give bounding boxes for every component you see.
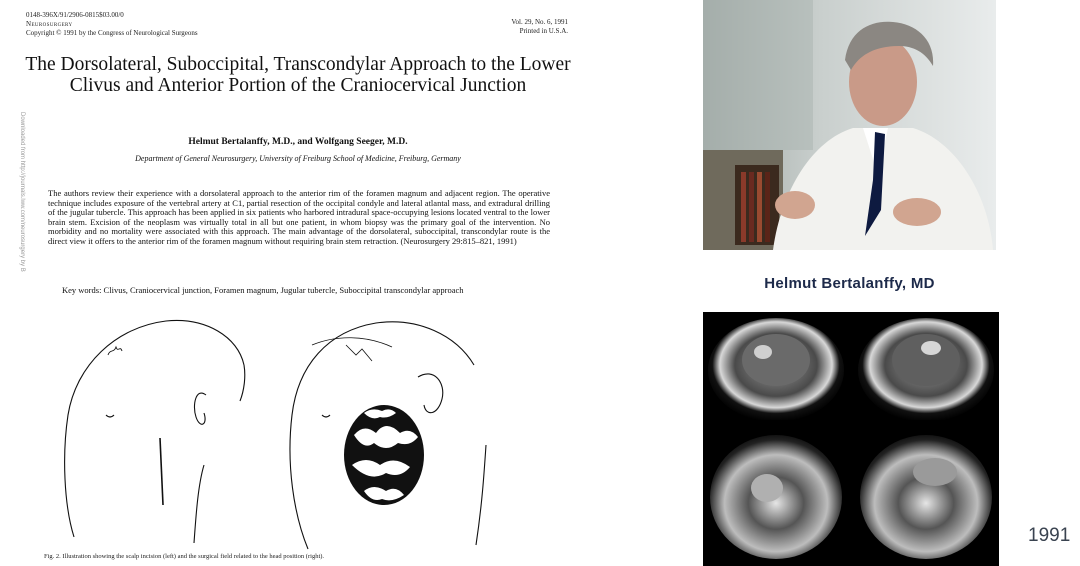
volume-line: Vol. 29, No. 6, 1991 bbox=[511, 18, 568, 26]
paper-keywords: Key words: Clivus, Craniocervical junction, Foramen magnum, Jugular tubercle, Suboccipital transcondylar approach bbox=[62, 285, 464, 295]
mri-scan-bottom-left bbox=[703, 420, 849, 566]
mri-scan-grid bbox=[703, 312, 999, 566]
year-label: 1991 bbox=[1028, 525, 1071, 546]
journal-name: Neurosurgery bbox=[26, 20, 73, 28]
paper-authors: Helmut Bertalanffy, M.D., and Wolfgang Seeger, M.D. bbox=[188, 137, 408, 147]
paper-abstract: The authors review their experience with a dorsolateral approach to the anterior rim of the foramen magnum and adjacent region. The operative technique includes exposure of the vertebral artery at C1, partial resection of the occipital condyle and lateral atlantal mass, and extradural drilling of the jugular tubercle. This approach has been applied in six patients who harbored intradural space-occupying lesions located ventral to the lower brain stem. Excision of the neoplasm was virtually total in all but one patient, in whom biopsy was the primary goal of the intervention. No morbidity and no mortality were associated with this approach. The main advantage of the dorsolateral, suboccipital, transcondylar route is the direct view it offers to the anterior rim of the foramen magnum without requiring brain stem retraction. (Neurosurgery 29:815–821, 1991) bbox=[48, 188, 550, 246]
journal-meta bbox=[26, 11, 198, 38]
issn-line: 0148-396X/91/2906-0815$03.00/0 bbox=[26, 11, 124, 19]
paper-header-scan bbox=[0, 0, 598, 300]
figure-caption: Fig. 2. Illustration showing the scalp incision (left) and the surgical field related to the head position (right). bbox=[44, 553, 325, 560]
volume-meta bbox=[490, 18, 568, 36]
person-name: Helmut Bertalanffy, MD bbox=[764, 275, 935, 292]
head-illustration bbox=[46, 305, 494, 551]
portrait-photo bbox=[703, 0, 996, 250]
paper-department: Department of General Neurosurgery, University of Freiburg School of Medicine, Freiburg, Germany bbox=[135, 154, 461, 163]
download-watermark bbox=[9, 112, 29, 302]
left-head-drawing bbox=[65, 320, 245, 543]
copyright-line: Copyright © 1991 by the Congress of Neurological Surgeons bbox=[26, 29, 198, 37]
printed-line: Printed in U.S.A. bbox=[519, 27, 568, 35]
mri-scan-top-left bbox=[703, 312, 849, 422]
paper-title: The Dorsolateral, Suboccipital, Transcondylar Approach to the Lower Clivus and Anterior Portion of the Craniocervical Junction bbox=[25, 54, 571, 96]
surgical-field-drawing bbox=[344, 405, 424, 505]
download-note: Downloaded from http://journals.lww.com/neurosurgery by B bbox=[19, 112, 25, 272]
mri-scan-top-right bbox=[853, 312, 999, 422]
mri-scan-bottom-right bbox=[853, 420, 999, 566]
